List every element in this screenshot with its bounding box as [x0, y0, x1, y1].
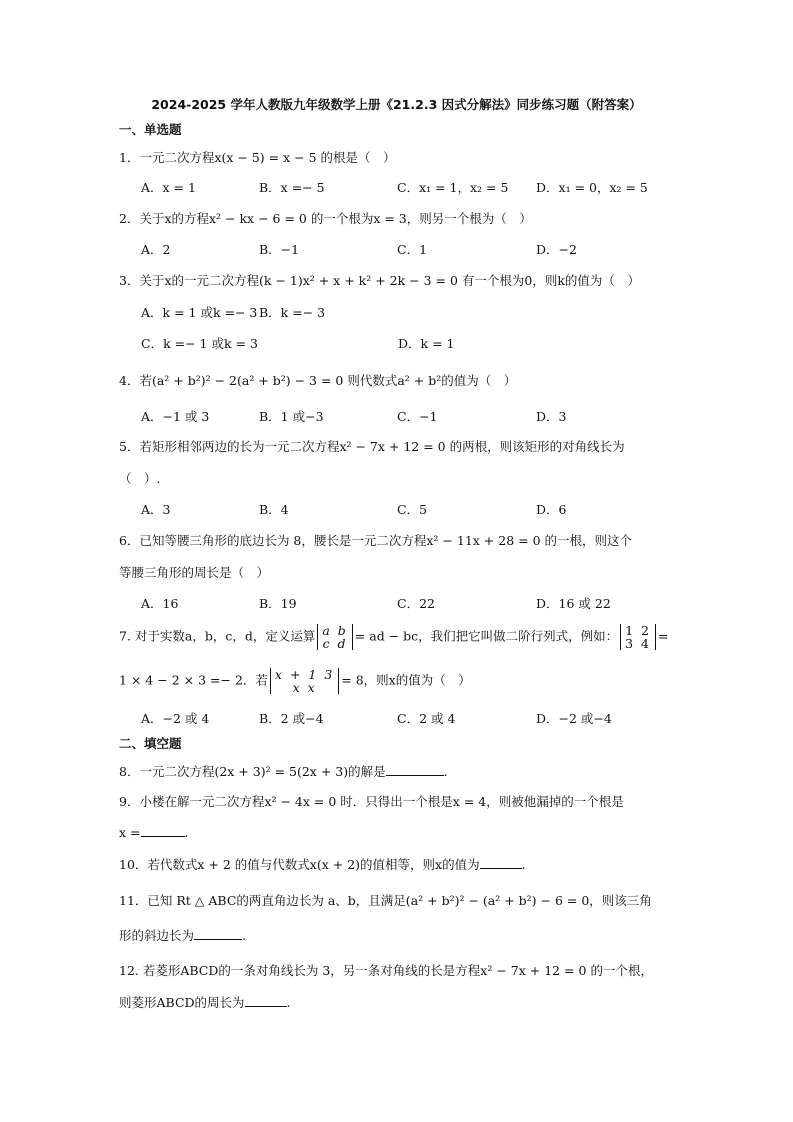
- q1-option-d: D．x₁ = 0，x₂ = 5: [536, 180, 648, 195]
- q6-option-d: D．16 或 22: [536, 596, 611, 611]
- q5-option-c: C．5: [397, 502, 428, 517]
- question-10: [119, 855, 526, 873]
- q10-end: .: [521, 857, 526, 872]
- question-11-line-2: [119, 926, 246, 944]
- q5-option-a: A．3: [141, 502, 171, 517]
- q5-option-b: B．4: [259, 502, 289, 517]
- q7-text-1c: =: [658, 628, 669, 644]
- question-12-line-2: [119, 993, 291, 1011]
- q7-text-1b: = ad − bc，我们把它叫做二阶行列式，例如：: [354, 628, 619, 644]
- q7-text-1a: 7. 对于实数a，b，c，d，定义运算: [119, 628, 316, 644]
- answer-blank[interactable]: [386, 763, 444, 776]
- det-row: x x: [292, 680, 317, 695]
- question-4: 4．若(a² + b²)² − 2(a² + b²) − 3 = 0 则代数式a² + b²的值为（ ）: [119, 373, 517, 388]
- q4-option-b: B．1 或−3: [259, 409, 324, 424]
- q6-option-c: C．22: [397, 596, 435, 611]
- question-7-line-1: [119, 624, 669, 650]
- det-row: 1 2: [625, 623, 652, 638]
- q12-end: .: [286, 995, 291, 1010]
- question-1: 1．一元二次方程x(x − 5) = x − 5 的根是（ ）: [119, 150, 396, 165]
- question-6-line-1: 6．已知等腰三角形的底边长为 8，腰长是一元二次方程x² − 11x + 28 = 0 的一根，则这个: [119, 533, 632, 548]
- question-9-line-1: 9．小楼在解一元二次方程x² − 4x = 0 时．只得出一个根是x = 4，则被他漏掉的一个根是: [119, 794, 624, 809]
- q7-determinant-abcd: [317, 624, 352, 650]
- q6-option-a: A．16: [141, 596, 179, 611]
- q7-option-c: C．2 或 4: [397, 711, 456, 726]
- q7-option-a: A．−2 或 4: [141, 711, 210, 726]
- question-8: [119, 762, 448, 780]
- q11-end: .: [242, 928, 246, 943]
- question-3: 3．关于x的一元二次方程(k − 1)x² + x + k² + 2k − 3 = 0 有一个根为0，则k的值为（ ）: [119, 273, 640, 288]
- q3-option-d: D．k = 1: [398, 336, 455, 351]
- q1-option-b: B．x =− 5: [259, 180, 325, 195]
- question-7-line-2: [119, 668, 471, 694]
- question-12-line-1: 12. 若菱形ABCD的一条对角线长为 3，另一条对角线的长是方程x² − 7x + 12 = 0 的一个根，: [119, 963, 653, 978]
- q4-option-a: A．−1 或 3: [141, 409, 210, 424]
- q9-text: x =: [119, 825, 141, 840]
- section-fill-blank: 二、填空题: [119, 736, 182, 751]
- q1-option-c: C．x₁ = 1，x₂ = 5: [397, 180, 509, 195]
- q9-end: .: [184, 825, 189, 840]
- q7-option-b: B．2 或−4: [259, 711, 324, 726]
- det-row: a b: [322, 623, 348, 638]
- question-11-line-1: 11．已知 Rt △ ABC的两直角边长为 a、b，且满足(a² + b²)² − (a² + b²) − 6 = 0，则该三角: [119, 893, 652, 908]
- q12-text: 则菱形ABCD的周长为: [119, 995, 245, 1010]
- det-row: 3 4: [625, 636, 652, 651]
- document-title: 2024-2025 学年人教版九年级数学上册《21.2.3 因式分解法》同步练习题（附答案）: [151, 97, 642, 112]
- q1-option-a: A．x = 1: [141, 180, 196, 195]
- q7-option-d: D．−2 或−4: [536, 711, 612, 726]
- question-6-line-2: 等腰三角形的周长是（ ）: [119, 565, 270, 580]
- question-5-line-1: 5．若矩形相邻两边的长为一元二次方程x² − 7x + 12 = 0 的两根，则该矩形的对角线长为: [119, 439, 625, 454]
- q2-option-c: C．1: [397, 242, 428, 257]
- q11-text: 形的斜边长为: [119, 928, 195, 943]
- q8-text: 8．一元二次方程(2x + 3)² = 5(2x + 3)的解是: [119, 764, 386, 779]
- q7-text-2b: = 8，则x的值为（ ）: [341, 672, 471, 688]
- det-row: x + 1 3: [274, 667, 335, 682]
- question-5-line-2: （ ）.: [119, 471, 161, 486]
- q2-option-d: D．−2: [536, 242, 577, 257]
- answer-blank[interactable]: [141, 824, 185, 837]
- answer-blank[interactable]: [194, 927, 242, 940]
- q7-determinant-x: [270, 668, 339, 694]
- q3-option-a: A．k = 1 或k =− 3: [141, 305, 258, 320]
- question-9-line-2: [119, 824, 188, 840]
- q4-option-d: D．3: [536, 409, 567, 424]
- q7-determinant-example: [620, 624, 656, 650]
- answer-blank[interactable]: [480, 856, 522, 869]
- q7-text-2a: 1 × 4 − 2 × 3 =− 2．若: [119, 672, 268, 688]
- q10-text: 10．若代数式x + 2 的值与代数式x(x + 2)的值相等，则x的值为: [119, 857, 480, 872]
- q4-option-c: C．−1: [397, 409, 438, 424]
- q3-option-c: C．k =− 1 或k = 3: [141, 336, 258, 351]
- q6-option-b: B．19: [259, 596, 297, 611]
- det-row: c d: [322, 636, 348, 651]
- q3-option-b: B．k =− 3: [259, 305, 326, 320]
- answer-blank[interactable]: [245, 994, 287, 1007]
- q8-end: .: [443, 764, 448, 779]
- q5-option-d: D．6: [536, 502, 567, 517]
- q2-option-b: B．−1: [259, 242, 300, 257]
- question-2: 2．关于x的方程x² − kx − 6 = 0 的一个根为x = 3，则另一个根为（ ）: [119, 211, 532, 226]
- q2-option-a: A．2: [141, 242, 171, 257]
- section-single-choice: 一、单选题: [119, 122, 182, 137]
